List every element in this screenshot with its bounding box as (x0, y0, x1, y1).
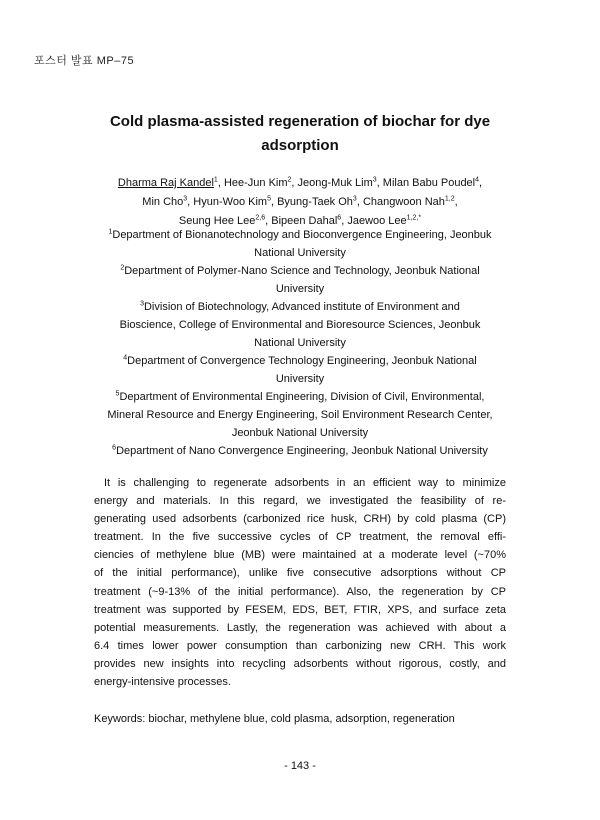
affiliation-sup: 1 (108, 228, 113, 236)
affiliation-4 (92, 352, 508, 388)
author-affil-sup: 5 (267, 195, 271, 203)
keywords: Keywords: biochar, methylene blue, cold plasma, adsorption, regeneration (94, 713, 455, 725)
page-number: - 143 - (284, 760, 316, 772)
author-name: Dharma Raj Kandel (117, 177, 214, 189)
abstract-line: ciencies of methylene blue (MB) were maintained at a moderate level (~70% (94, 549, 506, 562)
author-affil-sup: 3 (352, 195, 357, 203)
affiliation-line: University (275, 373, 325, 385)
abstract-line: treatment (~9-13% of the initial performance). Also, the regeneration by CP (94, 585, 506, 598)
author-name: Jaewoo Lee (347, 215, 407, 227)
affiliation-line (92, 442, 508, 460)
affiliation-line: Mineral Resource and Energy Engineering, Soil Environment Research Center, (107, 409, 493, 421)
abstract-line: treatment. In the five successive cycles of CP treatment, the removal effi- (94, 531, 506, 544)
author-list (80, 174, 520, 231)
affiliation-line: University (275, 283, 325, 295)
abstract-line: generating used adsorbents (carbonized rice husk, CRH) by cold plasma (CP) (94, 513, 506, 526)
affiliation-text: Department of Convergence Technology Engineering, Jeonbuk National (127, 355, 477, 367)
abstract-line: energy and materials. In this regard, we investigated the feasibility of re- (94, 495, 506, 508)
affiliation-text: Division of Biotechnology, Advanced institute of Environment and (143, 301, 460, 313)
affiliation-text: Department of Bionanotechnology and Bioconvergence Engineering, Jeonbuk (112, 229, 492, 241)
author-affil-sup: 2,6 (255, 214, 266, 222)
affiliation-text: Department of Environmental Engineering, Division of Civil, Environmental, (119, 391, 485, 403)
author-affil-sup: 1,2,* (406, 214, 422, 222)
affiliation-line: Jeonbuk National University (231, 427, 369, 439)
affiliation-line (92, 226, 508, 244)
affiliation-5 (92, 388, 508, 442)
affiliation-line: Bioscience, College of Environmental and Bioresource Sciences, Jeonbuk (119, 319, 481, 331)
abstract-line: energy-intensive processes. (94, 676, 231, 689)
author-affil-sup: 6 (337, 214, 342, 222)
abstract-line: of the initial performance), unlike five consecutive adsorptions without CP (94, 567, 506, 580)
affiliation-sup: 3 (140, 300, 144, 308)
affiliation-1 (92, 226, 508, 262)
author-affil-sup: 1 (213, 176, 218, 184)
affiliation-2 (92, 262, 508, 298)
abstract-line: It is challenging to regenerate adsorbents in an efficient way to minimize (104, 477, 506, 489)
affiliation-sup: 2 (120, 264, 125, 272)
title-line-2: adsorption (261, 137, 339, 154)
author-name: Changwoon Nah (362, 196, 445, 208)
author-name: Seung Hee Lee (178, 215, 256, 227)
affiliation-line: National University (254, 247, 346, 259)
author-name: Hyun-Woo Kim (193, 196, 268, 208)
affiliation-line (92, 298, 508, 316)
affiliation-3 (92, 298, 508, 352)
author-name: Hee-Jun Kim (223, 177, 288, 189)
author-line-2: Min Cho$^3$, Hyun-Woo Kim$^5$, Byung-Taek Oh$^3$, Changwoon Nah$^{1,2}$, (142, 195, 458, 208)
affiliation-sup: 6 (112, 444, 117, 452)
affiliation-list (92, 226, 508, 460)
author-name: Bipeen Dahal (271, 215, 338, 227)
affiliation-line (92, 352, 508, 370)
author-affil-sup: 4 (475, 176, 480, 184)
author-name: Min Cho (142, 196, 184, 208)
author-affil-sup: 3 (183, 195, 188, 203)
abstract-line: provides new insights into recycling adsorbents without rigorous, costly, and (94, 657, 506, 670)
title-line-1: Cold plasma-assisted regeneration of biochar for dye (109, 113, 491, 130)
author-name: Jeong-Muk Lim (297, 177, 373, 189)
abstract-line: potential measurements. Lastly, the regeneration was achieved with about a (94, 621, 506, 634)
paper-title (60, 110, 540, 158)
abstract-body (94, 474, 506, 691)
affiliation-sup: 5 (115, 390, 120, 398)
affiliation-sup: 4 (123, 354, 128, 362)
session-tag: 포스터 발표 MP–75 (34, 55, 135, 67)
affiliation-6 (92, 442, 508, 460)
abstract-line: treatment was supported by FESEM, EDS, BET, FTIR, XPS, and surface zeta (94, 603, 506, 616)
author-affil-sup: 1,2 (444, 195, 455, 203)
affiliation-line (92, 388, 508, 406)
author-affil-sup: 2 (287, 176, 292, 184)
author-affil-sup: 3 (372, 176, 377, 184)
author-line-3: Seung Hee Lee$^{2,6}$, Bipeen Dahal$^6$, Jaewoo Lee$^{1,2,*}$ (178, 214, 422, 227)
author-name: Milan Babu Poudel (382, 177, 476, 189)
author-line-1: Dharma Raj Kandel$^1$, Hee-Jun Kim$^2$, Jeong-Muk Lim$^3$, Milan Babu Poudel$^4$, (117, 176, 483, 189)
affiliation-line (92, 262, 508, 280)
affiliation-line: National University (254, 337, 346, 349)
affiliation-text: Department of Nano Convergence Engineering, Jeonbuk National University (116, 445, 488, 457)
abstract-line: 6.4 times lower power consumption than carbonizing new CRH. This work (94, 639, 506, 652)
affiliation-text: Department of Polymer-Nano Science and Technology, Jeonbuk National (124, 265, 480, 277)
author-name: Byung-Taek Oh (277, 196, 353, 208)
